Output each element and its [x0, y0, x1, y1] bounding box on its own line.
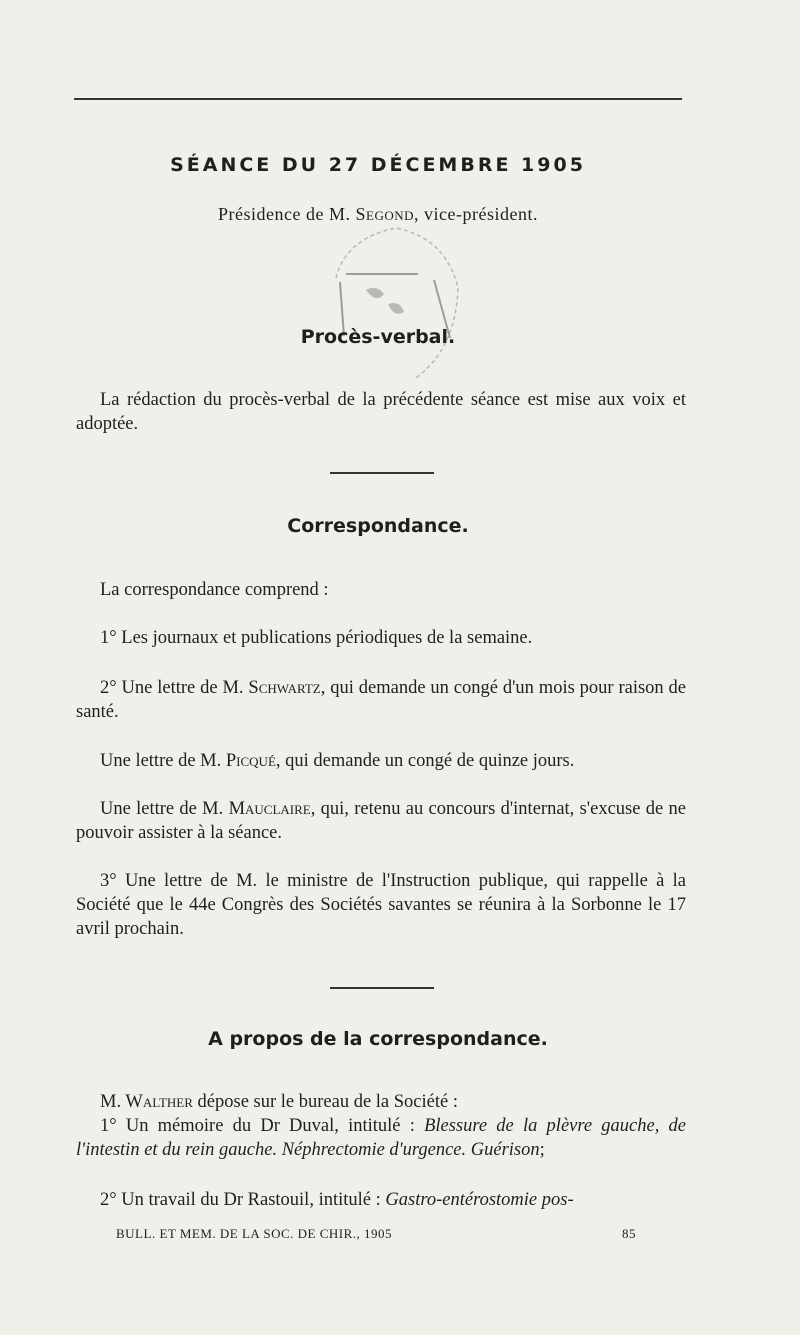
- item-text: , qui demande un congé de quinze jours.: [275, 751, 575, 771]
- item-text: , qui demande un congé d'un mois pour raison de santé.: [76, 678, 687, 722]
- item-text: dépose sur le bureau de la Société :: [192, 1092, 458, 1112]
- correspondance-intro: La correspondance comprend :: [100, 580, 329, 600]
- work-title: Blessure de la plèvre gauche, de l'intestin et du rein gauche. Néphrectomie d'urgence. Guérison: [76, 1116, 687, 1160]
- item-text: , qui, retenu au concours d'internat, s'excuse de ne pouvoir assister à la séance.: [76, 799, 686, 843]
- item-text: 2° Une lettre de M.: [100, 678, 249, 698]
- library-stamp-icon: [326, 218, 466, 388]
- item-text: 2° Un travail du Dr Rastouil, intitulé :: [100, 1190, 386, 1210]
- a-propos-item-1: [76, 1114, 686, 1162]
- a-propos-intro: [76, 1090, 686, 1114]
- item-text: Une lettre de M.: [100, 799, 229, 819]
- president-name: Segond: [355, 204, 415, 224]
- page-number: 85: [622, 1226, 636, 1241]
- presidence-suffix: , vice-président.: [414, 204, 538, 224]
- item-text: Une lettre de M.: [100, 751, 226, 771]
- proces-verbal-text: La rédaction du procès-verbal de la précédente séance est mise aux voix et adoptée.: [76, 390, 686, 434]
- top-rule: [74, 98, 682, 100]
- correspondance-item-5: 3° Une lettre de M. le ministre de l'Instruction publique, qui rappelle à la Société que le 44e Congrès des Sociétés savantes se réunira à la Sorbonne le 17 avril prochain.: [76, 871, 686, 939]
- a-propos-heading: A propos de la correspondance.: [208, 1028, 548, 1050]
- page-footer: [116, 1226, 636, 1242]
- person-name: Schwartz: [248, 678, 321, 698]
- person-name: Mauclaire: [228, 799, 311, 819]
- presidence-prefix: Présidence de M.: [218, 204, 356, 224]
- section-divider: [330, 472, 434, 474]
- section-divider: [330, 987, 434, 989]
- work-title: Gastro-entérostomie pos-: [385, 1190, 574, 1210]
- correspondance-item-4: [76, 797, 686, 845]
- correspondance-item-2: [76, 676, 686, 724]
- item-text: ;: [539, 1140, 545, 1160]
- correspondance-item-3: [76, 749, 686, 773]
- correspondance-item-1: 1° Les journaux et publications périodiques de la semaine.: [100, 628, 533, 648]
- a-propos-item-2: [76, 1188, 686, 1212]
- item-text: 1° Un mémoire du Dr Duval, intitulé :: [100, 1116, 425, 1136]
- session-title: SÉANCE DU 27 DÉCEMBRE 1905: [170, 154, 586, 176]
- person-name: M. Walther: [100, 1092, 193, 1112]
- correspondance-heading: Correspondance.: [287, 515, 469, 537]
- journal-reference: BULL. ET MEM. DE LA SOC. DE CHIR., 1905: [116, 1226, 393, 1241]
- proces-verbal-heading: Procès-verbal.: [300, 326, 456, 348]
- person-name: Picqué: [225, 751, 276, 771]
